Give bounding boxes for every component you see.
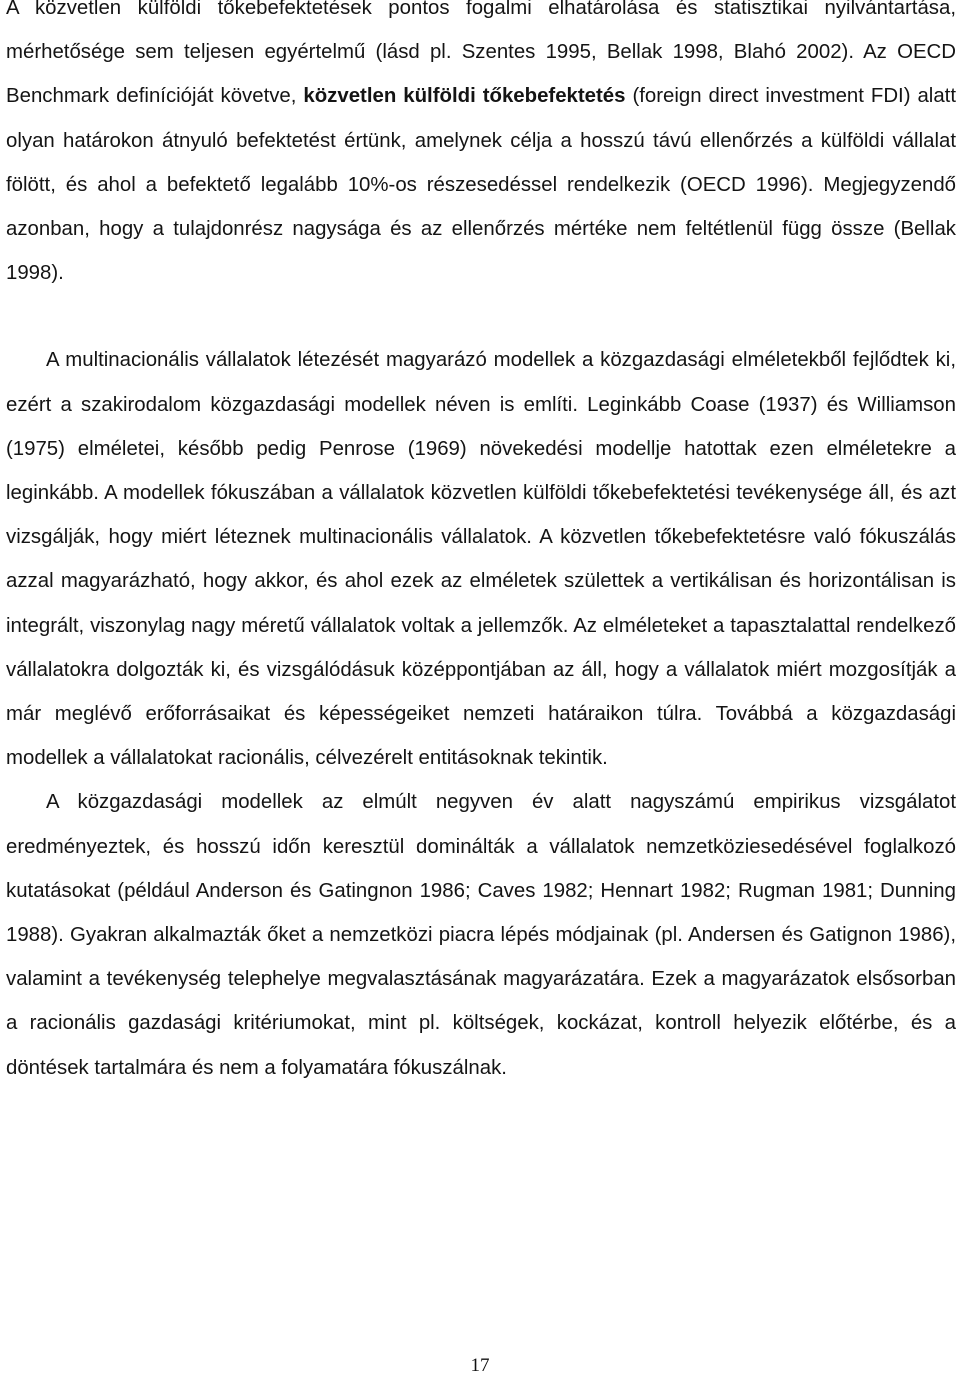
paragraph-empirical-studies: A közgazdasági modellek az elmúlt negyven év alatt nagyszámú empirikus vizsgálatot eredményeztek, és hosszú időn keresztül dominálták a vállalatok nemzetköziesedésével foglalkozó kutatásokat (például Anderson és Gatingnon 1986; Caves 1982; Hennart 1982; Rugman 1981; Dunning 1988). Gyakran alkalmazták őket a nemzetközi piacra lépés módjainak (pl. Andersen és Gatignon 1986), valamint a tevékenység telephelye megvalasztásának magyarázatára. Ezek a magyarázatok elsősorban a racionális gazdasági kritériumokat, mint pl. költségek, kockázat, kontroll helyezik előtérbe, és a döntések tartalmára és nem a folyamatára fókuszálnak. (6, 791, 956, 1079)
paragraph-economic-models: A multinacionális vállalatok létezését magyarázó modellek a közgazdasági elméletekből fejlődtek ki, ezért a szakirodalom közgazdasági modellek néven is említi. Leginkább Coase (1937) és Williamson (1975) elméletei, később pedig Penrose (1969) növekedési modellje hatottak ezen elméletekre a leginkább. A modellek fókuszában a vállalatok közvetlen külföldi tőkebefektetési tevékenysége áll, és azt vizsgálják, hogy miért léteznek multinacionális vállalatok. A közvetlen tőkebefektetésre való fókuszálás azzal magyarázható, hogy akkor, és ahol ezek az elméletek születtek a vertikálisan és horizontálisan is integrált, viszonylag nagy méretű vállalatok voltak a jellemzők. Az elméleteket a tapasztalattal rendelkező vállalatokra dolgozták ki, és vizsgálódásuk középpontjában az áll, hogy a vállalatok miért mozgosítják a már meglévő erőforrásaikat és képességeiket nemzeti határaikon túlra. Továbbá a közgazdasági modellek a vállalatokat racionális, célvezérelt entitásoknak tekintik. (6, 349, 956, 770)
document-page (6, 0, 956, 1090)
fdi-term-bold: közvetlen külföldi tőkebefektetés (303, 85, 626, 108)
paragraph-1-text-end: (foreign direct investment FDI) alatt olyan határokon átnyuló befektetést értünk, amelynek célja a hosszú távú ellenőrzés a külföldi vállalat fölött, és ahol a befektető legalább 10%-os részesedéssel rendelkezik (OECD 1996). Megjegyzendő azonban, hogy a tulajdonrész nagysága és az ellenőrzés mértéke nem feltétlenül függ össze (Bellak 1998). (6, 85, 956, 285)
paragraph-1-text-start: A közvetlen külföldi tőkebefektetések pontos fogalmi elhatárolása és statisztikai nyilvántartása, mérhetősége sem teljesen egyértelmű (lásd pl. Szentes 1995, Bellak 1998, Blahó 2002). Az OECD Benchmark definícióját követve, (6, 0, 956, 108)
page-number: 17 (470, 1355, 490, 1376)
paragraph-fdi-definition (6, 0, 956, 295)
